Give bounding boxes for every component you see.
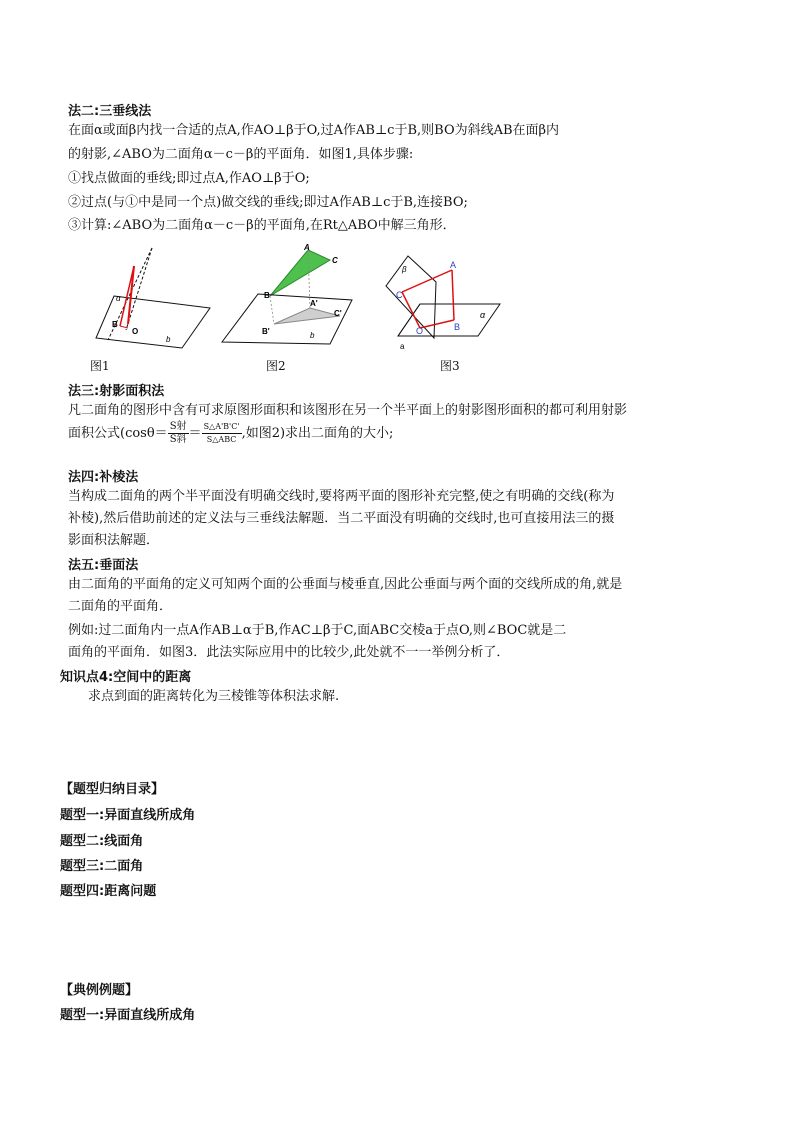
method2-line-2: 的射影,∠ABO为二面角α－c－β的平面角．如图1,具体步骤: <box>68 147 414 162</box>
fraction-2-denominator: S△ABC <box>206 435 237 444</box>
fig2-label-B: B <box>264 291 270 300</box>
knowledge-point-4-text: 求点到面的距离转化为三棱锥等体积法求解. <box>88 689 340 704</box>
formula-equals: ＝ <box>188 426 202 441</box>
method5-line-2: 二面角的平面角． <box>68 599 173 614</box>
fraction-shadow-slant <box>168 421 189 446</box>
catalog-item-4: 题型四:距离问题 <box>60 884 157 899</box>
fraction-1-denominator: S斜 <box>169 434 187 445</box>
figure-1-caption: 图1 <box>90 359 110 373</box>
fig3-label-C: C <box>396 290 403 300</box>
method3-title: 法三:射影面积法 <box>68 384 165 399</box>
catalog-item-1: 题型一:异面直线所成角 <box>60 808 196 823</box>
examples-header: 【典例例题】 <box>60 983 139 998</box>
method3-formula-line <box>68 421 393 446</box>
formula-prefix: 面积公式(cosθ＝ <box>68 426 168 441</box>
method3-line-1: 凡二面角的图形中含有可求原图形面积和该图形在另一个半平面上的射影图形面积的都可利用射影 <box>68 403 628 418</box>
method5-line-3: 例如:过二面角内一点A作AB⊥α于B,作AC⊥β于C,面ABC交棱a于点O,则∠BOC就是二 <box>68 623 567 638</box>
method4-line-3: 影面积法解题． <box>68 533 160 548</box>
catalog-header: 【题型归纳目录】 <box>60 782 165 797</box>
fig2-label-C: C <box>332 256 338 265</box>
fig1-label-O: O <box>132 327 139 336</box>
method2-title: 法二:三垂线法 <box>68 104 152 119</box>
fig3-label-alpha: α <box>480 310 486 320</box>
fraction-1-numerator: S射 <box>169 421 187 432</box>
fig1-label-b: b <box>166 335 171 344</box>
catalog-item-2: 题型二:线面角 <box>60 834 144 849</box>
fig3-label-O: O <box>416 326 424 336</box>
method4-line-1: 当构成二面角的两个半平面没有明确交线时,要将两平面的图形补充完整,使之有明确的交线(称为 <box>68 489 615 504</box>
fig1-label-alpha: α <box>116 294 121 303</box>
method4-title: 法四:补棱法 <box>68 470 139 485</box>
figure-2-caption: 图2 <box>266 359 286 373</box>
method2-step-1: ①找点做面的垂线;即过点A,作AO⊥β于O; <box>68 171 310 186</box>
method4-line-2: 补棱),然后借助前述的定义法与三垂线法解题．当二平面没有明确的交线时,也可直接用法三的摄 <box>68 511 615 526</box>
method2-line-1: 在面α或面β内找一合适的点A,作AO⊥β于O,过A作AB⊥c于B,则BO为斜线AB在面β内 <box>68 123 560 138</box>
catalog-item-3: 题型三:二面角 <box>60 859 144 874</box>
fig2-label-b: b <box>310 331 315 340</box>
fig2-label-C-prime: C' <box>334 309 342 318</box>
fig3-label-a: a <box>400 342 405 351</box>
knowledge-point-4-title: 知识点4:空间中的距离 <box>60 670 192 685</box>
method5-line-1: 由二面角的平面角的定义可知两个面的公垂面与棱垂直,因此公垂面与两个面的交线所成的角,就是 <box>68 577 623 592</box>
fraction-2-numerator: S△A'B'C' <box>202 421 242 434</box>
fraction-area-ratio <box>202 421 242 446</box>
method5-line-4: 面角的平面角．如图3．此法实际应用中的比较少,此处就不一一举例分析了． <box>68 645 510 660</box>
fig3-label-A: A <box>450 260 457 270</box>
method2-step-2: ②过点(与①中是同一个点)做交线的垂线;即过A作AB⊥c于B,连接BO; <box>68 195 468 210</box>
figure-3-caption: 图3 <box>440 359 460 373</box>
figure-2 <box>218 240 368 352</box>
fig3-label-B: B <box>454 322 461 332</box>
figure-1 <box>90 244 220 354</box>
method2-step-3: ③计算:∠ABO为二面角α－c－β的平面角,在Rt△ABO中解三角形． <box>68 218 456 233</box>
examples-first-type: 题型一:异面直线所成角 <box>60 1008 196 1023</box>
figure-3 <box>380 252 510 352</box>
formula-suffix: ,如图2)求出二面角的大小; <box>241 426 394 441</box>
fig2-label-A-prime: A' <box>310 299 318 308</box>
fig2-label-A: A <box>304 243 310 252</box>
fig2-label-B-prime: B' <box>262 327 270 336</box>
method5-title: 法五:垂面法 <box>68 558 139 573</box>
fig1-label-B: B <box>112 320 118 329</box>
fig3-label-beta: β <box>402 265 407 274</box>
